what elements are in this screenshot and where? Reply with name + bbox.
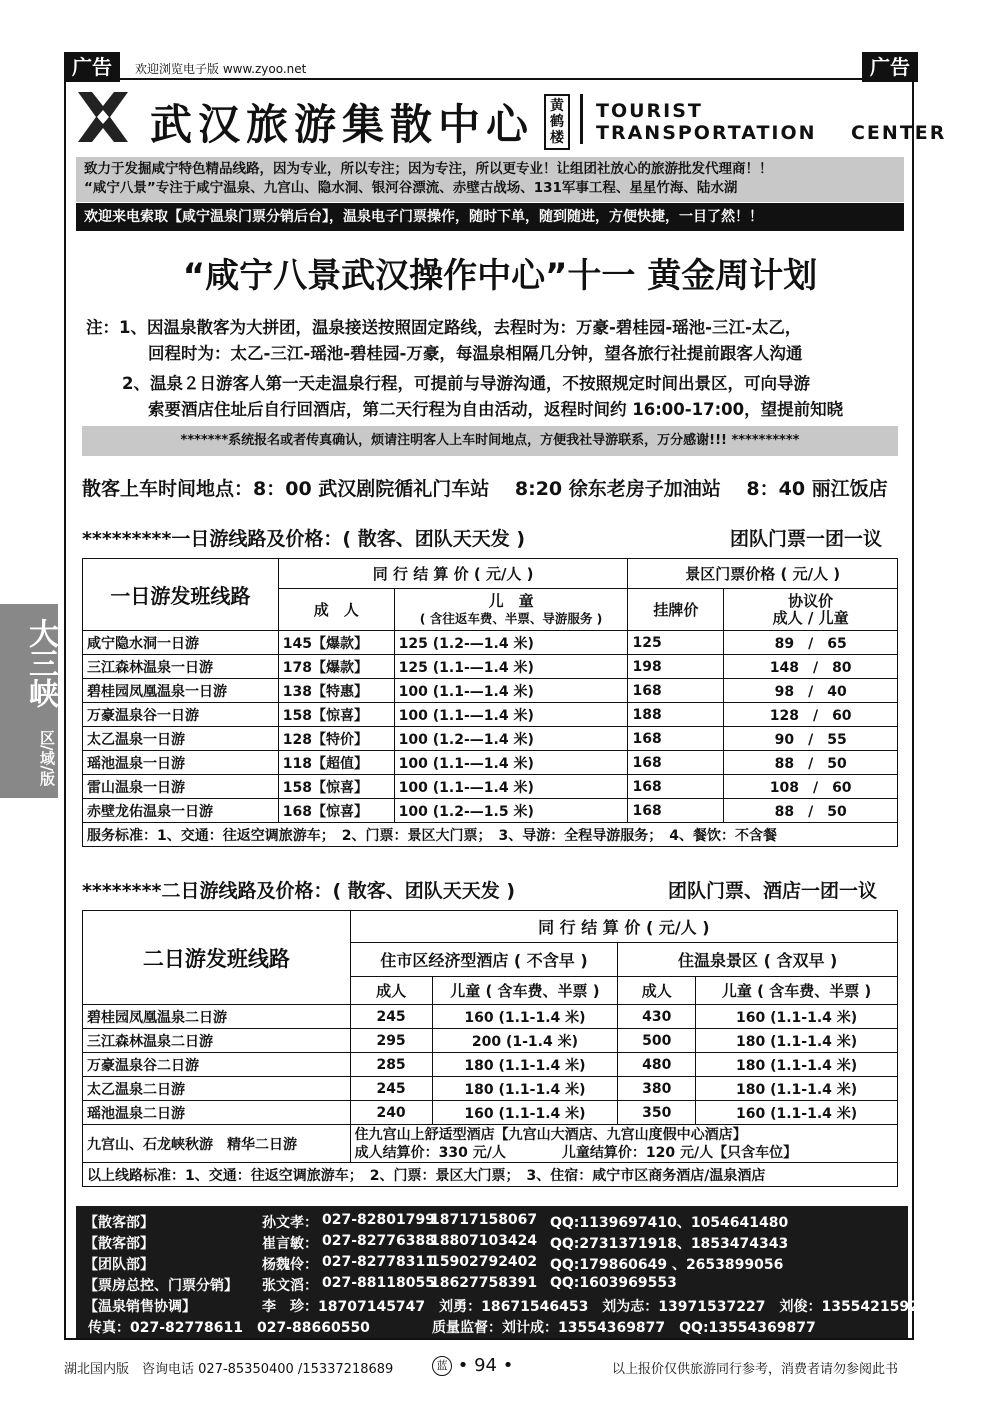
- one-day-header-route: 一日游发班线路: [83, 559, 279, 631]
- city-child-price: 200 (1-1.4 米): [432, 1029, 618, 1053]
- route-name: 咸宁隐水洞一日游: [83, 631, 279, 655]
- two-day-header-spring: 住温泉景区 ( 含双早 ): [618, 943, 898, 977]
- list-price: 168: [628, 799, 724, 823]
- agree-price: 108 / 60: [724, 775, 898, 799]
- city-adult-price: 245: [350, 1005, 432, 1029]
- adult-price: 128【特价】: [278, 727, 394, 751]
- contact-name: 崔言敏：: [262, 1236, 318, 1252]
- contact-qq: QQ:179860649 、2653899056: [550, 1257, 784, 1273]
- footer-right: 以上报价仅供旅游同行参考，消费者请勿参阅此书: [612, 1362, 899, 1377]
- route-name: 瑶池温泉一日游: [83, 751, 279, 775]
- contact-fax: 传真：027-82778611 027-88660550: [88, 1320, 370, 1336]
- note-1a: 注：1、因温泉散客为大拼团，温泉接送按照固定路线，去程时为：万豪-碧桂园-瑶池-三江-太乙，: [86, 318, 802, 337]
- two-day-standard: 以上线路标准：1、交通：往返空调旅游车； 2、门票：景区大门票； 3、住宿：咸宁市区商务酒店/温泉酒店: [83, 1163, 898, 1187]
- city-adult-price: 295: [350, 1029, 432, 1053]
- one-day-header-adult: 成 人: [278, 589, 394, 631]
- table-row: [83, 775, 898, 799]
- city-child-price: 160 (1.1-1.4 米): [432, 1101, 618, 1125]
- adult-price: 158【惊喜】: [278, 703, 394, 727]
- contact-tel: 027-82776388: [322, 1233, 435, 1249]
- contact-tel: 027-82778311: [322, 1254, 435, 1270]
- route-name: 太乙温泉二日游: [83, 1077, 351, 1101]
- table-row: [83, 1029, 898, 1053]
- page-title: “咸宁八景武汉操作中心”十一 黄金周计划: [182, 256, 818, 296]
- table-row: [83, 655, 898, 679]
- one-day-header-child-sub: ( 含往返车费、半票、导游服务 ): [419, 610, 603, 626]
- route-name: 三江森林温泉二日游: [83, 1029, 351, 1053]
- contact-dept: 【散客部】: [84, 1236, 154, 1252]
- route-name: 万豪温泉谷一日游: [83, 703, 279, 727]
- list-price: 168: [628, 727, 724, 751]
- contact-mobile: 18717158067: [430, 1212, 538, 1228]
- notice-bar: *******系统报名或者传真确认，烦请注明客人上车时间地点，方便我社导游联系，万分感谢!!! **********: [82, 426, 898, 456]
- list-price: 168: [628, 775, 724, 799]
- spring-child-price: 180 (1.1-1.4 米): [696, 1077, 898, 1101]
- route-name: 碧桂园凤凰温泉二日游: [83, 1005, 351, 1029]
- contact-mobile: 18627758391: [430, 1275, 538, 1291]
- pickup-info: 散客上车时间地点：8：00 武汉剧院循礼门车站 8:20 徐东老房子加油站 8：40 丽江饭店: [82, 478, 888, 500]
- two-day-section-right: 团队门票、酒店一团一议: [668, 880, 878, 902]
- contact-tel: 027-88118055: [322, 1275, 435, 1291]
- one-day-header-agree-label: 协议价: [788, 591, 834, 610]
- adult-price: 158【惊喜】: [278, 775, 394, 799]
- note-1b: 回程时为：太乙-三江-瑶池-碧桂园-万豪，每温泉相隔几分钟，望各旅行社提前跟客人沟通: [148, 344, 803, 363]
- adult-price: 118【超值】: [278, 751, 394, 775]
- child-price: 125 (1.2-—1.4 米): [394, 631, 628, 655]
- two-day-header-child: 儿童 ( 含车费、半票 ): [432, 977, 618, 1005]
- one-day-header-list: 挂牌价: [628, 589, 724, 631]
- site-text: 欢迎浏览电子版 www.zyoo.net: [135, 62, 307, 76]
- contact-dept: 【散客部】: [84, 1215, 154, 1231]
- contact-dept: 【温泉销售协调】: [84, 1299, 196, 1315]
- contact-qq: QQ:1139697410、1054641480: [550, 1215, 789, 1231]
- city-child-price: 160 (1.1-1.4 米): [432, 1005, 618, 1029]
- one-day-header-child: [394, 589, 628, 631]
- note-2b: 索要酒店住址后自行回酒店，第二天行程为自由活动，返程时间约 16:00-17:00，望提前知晓: [148, 400, 844, 419]
- spring-adult-price: 380: [618, 1077, 696, 1101]
- contact-quality: 质量监督：刘计成：13554369877 QQ:13554369877: [432, 1320, 816, 1336]
- route-name: 万豪温泉谷二日游: [83, 1053, 351, 1077]
- footer-left: 湖北国内版 咨询电话 027-85350400 /15337218689: [64, 1362, 394, 1377]
- contact-spring-detail: 李 珍：18707145747 刘勇：18671546453 刘为志：13971537227 刘俊：13554215926: [262, 1299, 929, 1315]
- two-day-header-route: 二日游发班线路: [83, 911, 351, 1005]
- intro-box: [76, 157, 904, 202]
- table-row: [83, 727, 898, 751]
- city-adult-price: 245: [350, 1077, 432, 1101]
- spring-child-price: 180 (1.1-1.4 米): [696, 1029, 898, 1053]
- table-row: [83, 679, 898, 703]
- child-price: 100 (1.1-—1.4 米): [394, 679, 628, 703]
- intro-line-2: “咸宁八景”专注于咸宁温泉、九宫山、隐水洞、银河谷漂流、赤壁古战场、131军事工程、星星竹海、陆水湖: [84, 180, 738, 196]
- city-adult-price: 285: [350, 1053, 432, 1077]
- agree-price: 89 / 65: [724, 631, 898, 655]
- contact-dept: 【票房总控、门票分销】: [84, 1278, 238, 1294]
- city-child-price: 180 (1.1-1.4 米): [432, 1077, 618, 1101]
- brand-divider: [580, 94, 583, 144]
- one-day-section-right: 团队门票一团一议: [730, 528, 883, 550]
- adult-price: 138【特惠】: [278, 679, 394, 703]
- one-day-header-agree-sub: 成人 / 儿童: [772, 608, 849, 627]
- list-price: 168: [628, 751, 724, 775]
- list-price: 188: [628, 703, 724, 727]
- special-route-line-1: 住九宫山上舒适型酒店【九宫山大酒店、九宫山度假中心酒店】: [354, 1126, 747, 1143]
- table-row: [83, 631, 898, 655]
- agree-price: 98 / 40: [724, 679, 898, 703]
- two-day-table: [82, 910, 898, 1187]
- one-day-header-child-label: 儿 童: [488, 591, 534, 610]
- two-day-section-title: ********二日游线路及价格：( 散客、团队天天发 ): [82, 880, 516, 902]
- contact-dept: 【团队部】: [84, 1257, 154, 1273]
- spring-child-price: 180 (1.1-1.4 米): [696, 1053, 898, 1077]
- one-day-table: [82, 558, 898, 847]
- table-row: [83, 1077, 898, 1101]
- page-mark-badge: 蓝: [432, 1356, 452, 1376]
- brand-name-en-1: TOURIST: [596, 100, 703, 122]
- x-logo-icon: [78, 92, 128, 142]
- table-row: [83, 1125, 898, 1163]
- ad-label-left: 广告: [64, 52, 120, 82]
- contact-mobile: 15902792402: [430, 1254, 538, 1270]
- child-price: 125 (1.1-—1.4 米): [394, 655, 628, 679]
- table-row: [83, 1053, 898, 1077]
- spring-adult-price: 480: [618, 1053, 696, 1077]
- list-price: 168: [628, 679, 724, 703]
- agree-price: 148 / 80: [724, 655, 898, 679]
- contact-qq: QQ:2731371918、1853474343: [550, 1236, 789, 1252]
- route-name: 碧桂园凤凰温泉一日游: [83, 679, 279, 703]
- contact-name: 杨魏伶：: [262, 1257, 318, 1273]
- brand-stamp: 黄鹤楼: [544, 94, 570, 150]
- contact-name: 张文滔：: [262, 1278, 318, 1294]
- adult-price: 168【惊喜】: [278, 799, 394, 823]
- contact-mobile: 18807103424: [430, 1233, 538, 1249]
- one-day-section-title: *********一日游线路及价格：( 散客、团队天天发 ): [82, 528, 526, 550]
- city-child-price: 180 (1.1-1.4 米): [432, 1053, 618, 1077]
- spring-adult-price: 430: [618, 1005, 696, 1029]
- two-day-header-adult-2: 成人: [618, 977, 696, 1005]
- adult-price: 178【爆款】: [278, 655, 394, 679]
- agree-price: 90 / 55: [724, 727, 898, 751]
- contact-tel: 027-82801799: [322, 1212, 435, 1228]
- table-row: [83, 799, 898, 823]
- adult-price: 145【爆款】: [278, 631, 394, 655]
- one-day-header-agree: [724, 589, 898, 631]
- table-row: [83, 1005, 898, 1029]
- spring-child-price: 160 (1.1-1.4 米): [696, 1101, 898, 1125]
- contact-name: 孙文孝：: [262, 1215, 318, 1231]
- special-route-detail: [350, 1125, 897, 1163]
- one-day-header-ticket: 景区门票价格 ( 元/人 ): [628, 559, 898, 589]
- list-price: 198: [628, 655, 724, 679]
- special-route-name: 九宫山、石龙峡秋游 精华二日游: [83, 1125, 351, 1163]
- two-day-header-child-2: 儿童 ( 含车费、半票 ): [696, 977, 898, 1005]
- agree-price: 128 / 60: [724, 703, 898, 727]
- sidebar-title: 大三峡: [23, 618, 58, 708]
- child-price: 100 (1.1-—1.4 米): [394, 751, 628, 775]
- two-day-header-city: 住市区经济型酒店 ( 不含早 ): [350, 943, 618, 977]
- page-number: • 94 •: [457, 1355, 514, 1376]
- two-day-header-settle: 同 行 结 算 价 ( 元/人 ): [350, 911, 897, 943]
- city-adult-price: 240: [350, 1101, 432, 1125]
- table-row: [83, 1101, 898, 1125]
- route-name: 赤壁龙佑温泉一日游: [83, 799, 279, 823]
- one-day-header-settle: 同 行 结 算 价 ( 元/人 ): [278, 559, 628, 589]
- intro-line-1: 致力于发掘咸宁特色精品线路，因为专业，所以专注；因为专注，所以更专业！让组团社放心的旅游批发代理商！！: [84, 161, 773, 177]
- agree-price: 88 / 50: [724, 751, 898, 775]
- child-price: 100 (1.1-—1.4 米): [394, 703, 628, 727]
- table-row: [83, 751, 898, 775]
- brand-name-cn: 武汉旅游集散中心: [150, 100, 535, 149]
- special-route-line-2: 成人结算价：330 元/人 儿童结算价：120 元/人【只含车位】: [354, 1144, 798, 1161]
- child-price: 100 (1.2-—1.5 米): [394, 799, 628, 823]
- region-sidebar: [0, 604, 58, 798]
- two-day-header-adult: 成人: [350, 977, 432, 1005]
- note-2a: 2、温泉２日游客人第一天走温泉行程，可提前与导游沟通，不按照规定时间出景区，可向导游: [122, 374, 810, 393]
- brand-name-en-2: TRANSPORTATION CENTER: [596, 122, 947, 144]
- spring-child-price: 160 (1.1-1.4 米): [696, 1005, 898, 1029]
- intro-banner: 欢迎来电索取【咸宁温泉门票分销后台】，温泉电子门票操作，随时下单，随到随进，方便快捷，一目了然！！: [76, 203, 904, 231]
- ad-label-right: 广告: [862, 52, 918, 82]
- contact-qq: QQ:1603969553: [550, 1275, 677, 1291]
- child-price: 100 (1.1-—1.4 米): [394, 775, 628, 799]
- page-number-block: [432, 1355, 513, 1376]
- route-name: 三江森林温泉一日游: [83, 655, 279, 679]
- table-row: [83, 703, 898, 727]
- spring-adult-price: 500: [618, 1029, 696, 1053]
- route-name: 太乙温泉一日游: [83, 727, 279, 751]
- list-price: 125: [628, 631, 724, 655]
- route-name: 雷山温泉一日游: [83, 775, 279, 799]
- contact-panel: [76, 1206, 929, 1338]
- child-price: 100 (1.2-—1.4 米): [394, 727, 628, 751]
- spring-adult-price: 350: [618, 1101, 696, 1125]
- one-day-service-standard: 服务标准：1、交通：往返空调旅游车； 2、门票：景区大门票； 3、导游：全程导游服务； 4、餐饮：不含餐: [83, 823, 898, 847]
- agree-price: 88 / 50: [724, 799, 898, 823]
- route-name: 瑶池温泉二日游: [83, 1101, 351, 1125]
- sidebar-subtitle: 区/域/版: [38, 730, 56, 786]
